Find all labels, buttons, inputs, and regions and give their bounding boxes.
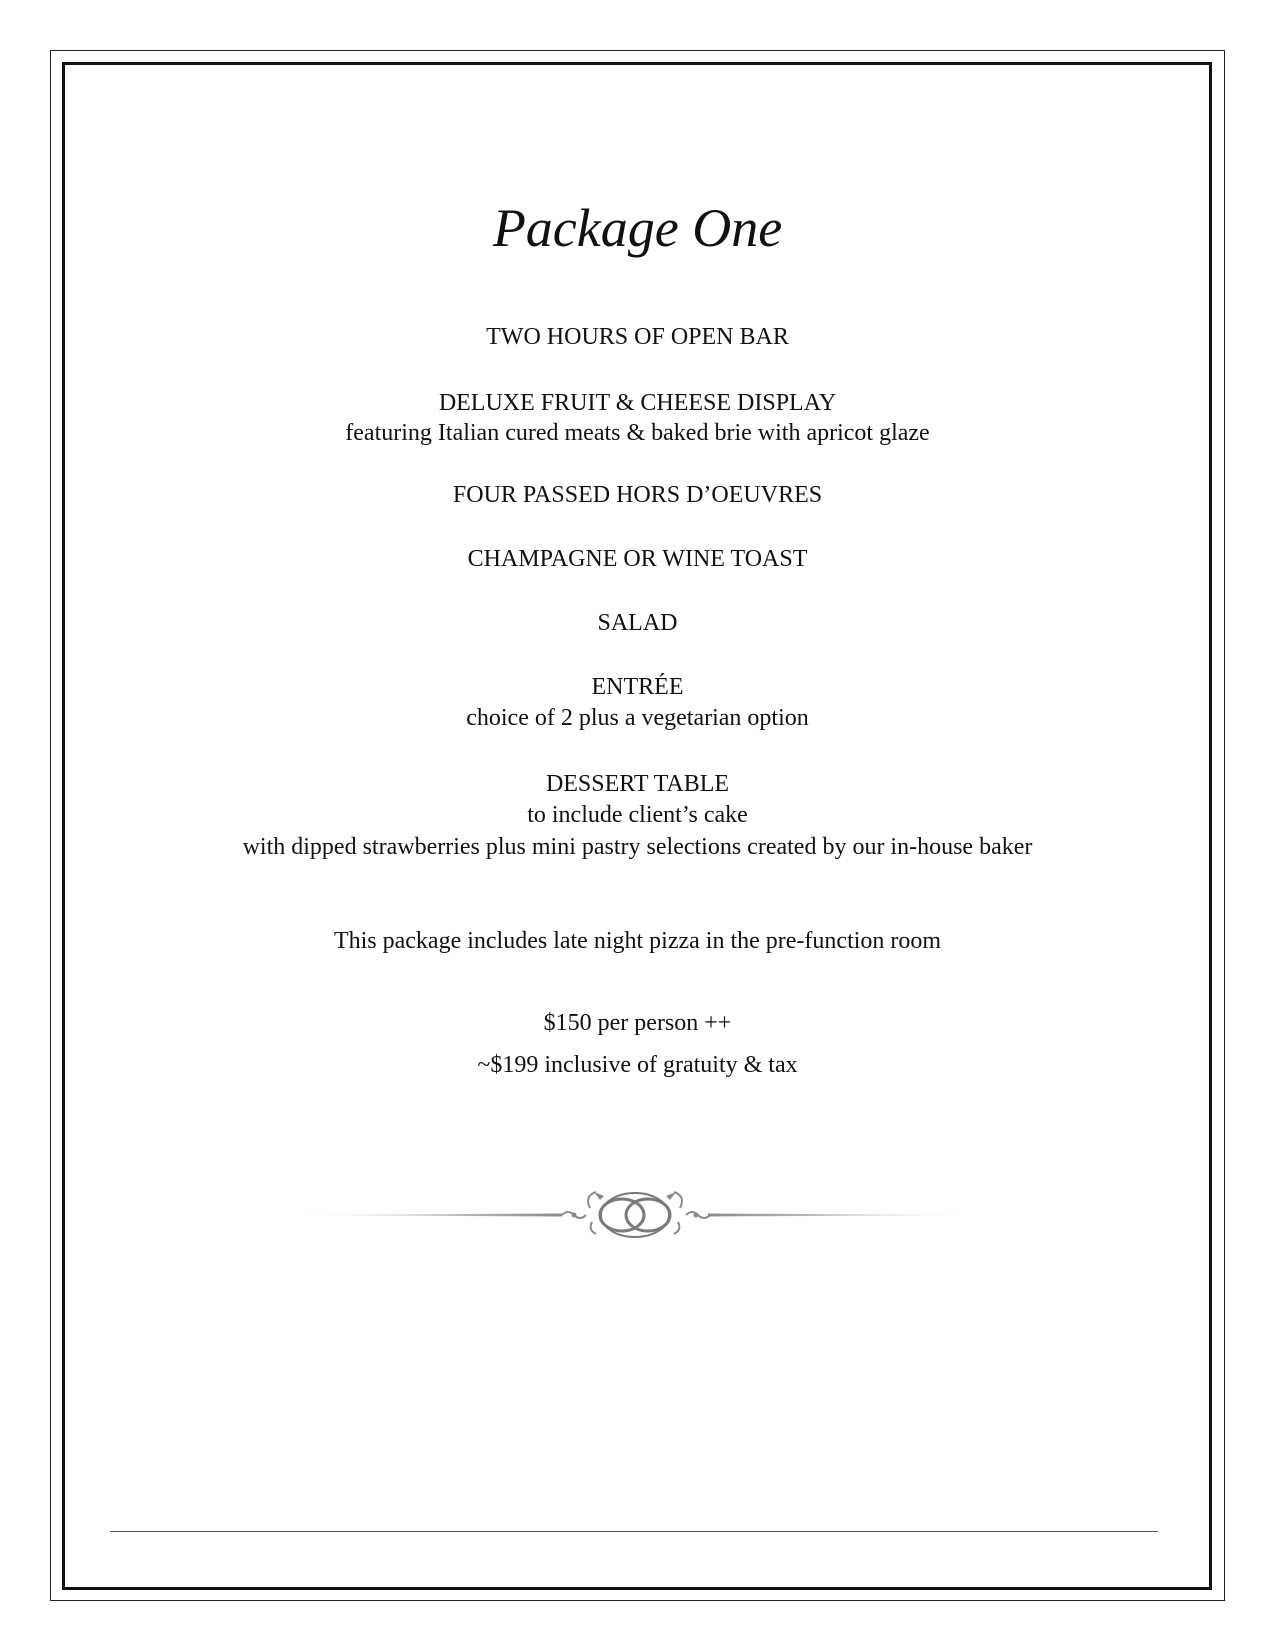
- dessert-detail: to include client’s cake: [527, 802, 748, 828]
- salad-heading: SALAD: [597, 610, 678, 636]
- hors-doeuvres-heading: FOUR PASSED HORS D’OEUVRES: [452, 482, 823, 508]
- dessert-detail-2: with dipped strawberries plus mini pastry selections created by our in-house baker: [242, 834, 1033, 860]
- price-per-person: $150 per person ++: [543, 1010, 732, 1036]
- flourish-divider-icon: [300, 1180, 970, 1240]
- fruit-cheese-detail: featuring Italian cured meats & baked brie with apricot glaze: [345, 420, 930, 446]
- dessert-heading: DESSERT TABLE: [545, 771, 730, 797]
- page-title: Package One: [492, 198, 783, 258]
- entree-detail: choice of 2 plus a vegetarian option: [466, 705, 809, 731]
- fruit-cheese-heading: DELUXE FRUIT & CHEESE DISPLAY: [438, 390, 837, 416]
- price-inclusive: ~$199 inclusive of gratuity & tax: [477, 1052, 798, 1078]
- late-night-note: This package includes late night pizza in the pre-function room: [333, 928, 942, 954]
- footer-divider: [110, 1531, 1158, 1532]
- open-bar-heading: TWO HOURS OF OPEN BAR: [486, 324, 789, 350]
- toast-heading: CHAMPAGNE OR WINE TOAST: [467, 546, 808, 572]
- entree-heading: ENTRÉE: [591, 674, 684, 700]
